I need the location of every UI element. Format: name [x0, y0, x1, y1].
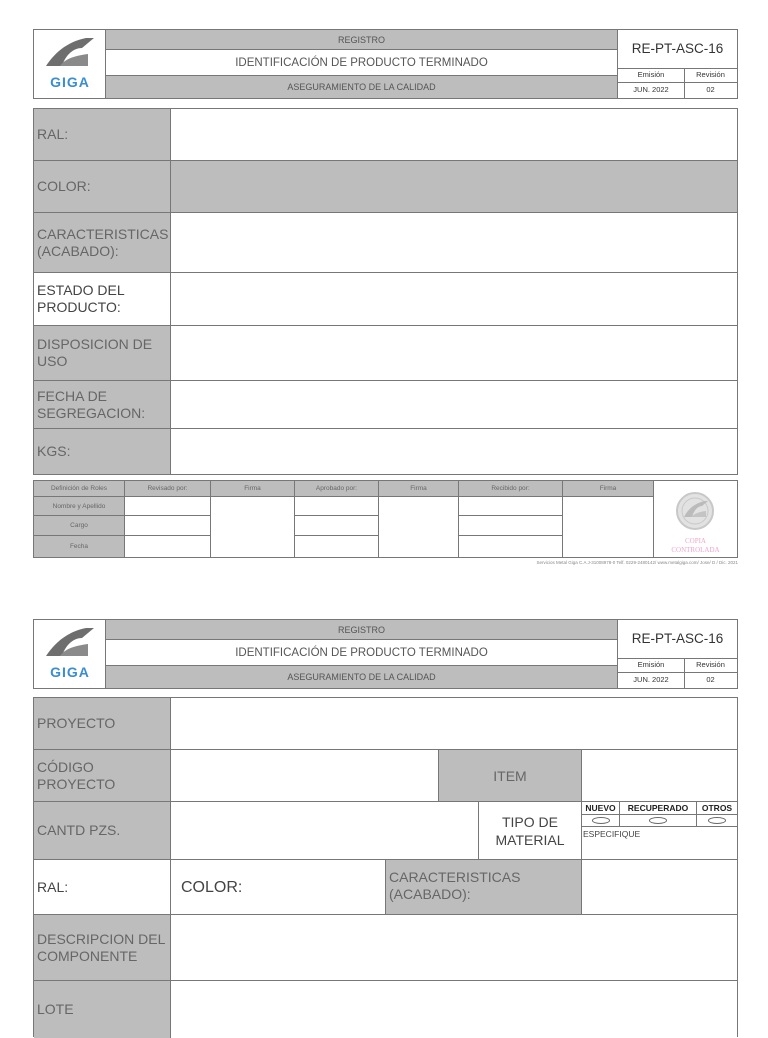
field-value-proyecto[interactable] — [171, 698, 737, 750]
emision-value: JUN. 2022 — [618, 672, 685, 688]
header-title: IDENTIFICACIÓN DE PRODUCTO TERMINADO — [106, 50, 617, 76]
roles-row-cargo: Cargo — [34, 516, 125, 536]
field-label-color[interactable]: COLOR: — [171, 860, 386, 915]
especifique-field[interactable] — [582, 827, 737, 860]
component-fields-table — [33, 697, 738, 1037]
emision-label: Emisión — [618, 68, 685, 83]
field-label-fecha-segregacion: FECHA DE SEGREGACION: — [34, 381, 171, 429]
recibido-firma-box[interactable] — [563, 497, 654, 557]
document-code-box — [617, 620, 737, 688]
copia-controlada-stamp — [654, 485, 737, 557]
field-label-kgs: KGS: — [34, 429, 171, 474]
field-label-codigo-proyecto: CÓDIGO PROYECTO — [34, 750, 171, 802]
option-label-otros: OTROS — [697, 802, 737, 815]
field-value-cantd-pzs[interactable] — [171, 802, 479, 860]
field-value-codigo-proyecto[interactable] — [171, 750, 439, 802]
roles-header-firma-2: Firma — [379, 481, 459, 497]
field-value-kgs[interactable] — [171, 429, 737, 474]
document-code-box — [617, 30, 737, 98]
roles-header-recibido: Recibido por: — [459, 481, 563, 497]
field-label-estado: ESTADO DEL PRODUCTO: — [34, 273, 171, 326]
stamp-line-2: CONTROLADA — [671, 546, 720, 554]
revisado-firma-box[interactable] — [211, 497, 295, 557]
header-title: IDENTIFICACIÓN DE PRODUCTO TERMINADO — [106, 640, 617, 666]
revision-label: Revisión — [684, 68, 737, 83]
revision-label: Revisión — [684, 658, 737, 673]
field-label-color: COLOR: — [34, 161, 171, 213]
giga-logo-icon — [44, 36, 96, 72]
field-label-ral: RAL: — [34, 109, 171, 161]
option-otros-radio[interactable] — [697, 815, 737, 827]
emision-value: JUN. 2022 — [618, 82, 685, 98]
header-department: ASEGURAMIENTO DE LA CALIDAD — [106, 666, 617, 688]
radio-oval-icon — [592, 817, 610, 824]
recibido-nombre-input[interactable] — [459, 497, 563, 516]
field-value-caracteristicas[interactable] — [582, 860, 737, 915]
giga-logo-icon — [44, 626, 96, 662]
emision-label: Emisión — [618, 658, 685, 673]
field-value-lote[interactable] — [171, 981, 737, 1038]
header-registro: REGISTRO — [106, 30, 617, 50]
field-value-fecha-segregacion[interactable] — [171, 381, 737, 429]
revision-value: 02 — [706, 85, 715, 94]
aprobado-nombre-input[interactable] — [295, 497, 379, 516]
option-label-nuevo: NUEVO — [582, 802, 620, 815]
footer-note: Servicios Metal Giga C.A J-31008978-0 Telf. 0229-2480142/ www.metalgiga.com/ Jose/ D / Dic. 2021 — [536, 560, 738, 565]
header-department: ASEGURAMIENTO DE LA CALIDAD — [106, 76, 617, 98]
document-code: RE-PT-ASC-16 — [618, 620, 737, 659]
field-value-estado[interactable] — [171, 273, 737, 326]
revision-value: 02 — [706, 675, 715, 684]
field-value-descripcion[interactable] — [171, 915, 737, 981]
header-registro: REGISTRO — [106, 620, 617, 640]
field-label-tipo-material: TIPO DE MATERIAL — [479, 802, 582, 860]
field-value-ral[interactable] — [171, 109, 737, 161]
option-nuevo-radio[interactable] — [582, 815, 620, 827]
recibido-fecha-input[interactable] — [459, 536, 563, 557]
especifique-label: ESPECIFIQUE — [583, 829, 641, 839]
roles-header-firma-3: Firma — [563, 481, 654, 497]
roles-header-definicion: Definición de Roles — [34, 481, 125, 497]
aprobado-firma-box[interactable] — [379, 497, 459, 557]
stamp-line-1: COPIA — [684, 537, 706, 545]
form-header — [33, 619, 738, 689]
recibido-cargo-input[interactable] — [459, 516, 563, 536]
stamp-seal-icon — [675, 491, 715, 531]
revisado-cargo-input[interactable] — [125, 516, 211, 536]
roles-header-revisado: Revisado por: — [125, 481, 211, 497]
form-1 — [33, 29, 738, 569]
form-header — [33, 29, 738, 99]
document-code: RE-PT-ASC-16 — [618, 30, 737, 69]
roles-row-fecha: Fecha — [34, 536, 125, 557]
roles-header-aprobado: Aprobado por: — [295, 481, 379, 497]
field-label-caracteristicas: CARACTERISTICAS (ACABADO): — [34, 213, 171, 273]
field-value-color[interactable] — [171, 161, 737, 213]
company-logo — [34, 620, 106, 688]
field-label-item: ITEM — [439, 750, 582, 802]
radio-oval-icon — [649, 817, 667, 824]
field-value-caracteristicas[interactable] — [171, 213, 737, 273]
option-label-recuperado: RECUPERADO — [620, 802, 697, 815]
product-fields-table — [33, 108, 738, 475]
field-label-cantd-pzs: CANTD PZS. — [34, 802, 171, 860]
revisado-fecha-input[interactable] — [125, 536, 211, 557]
logo-text: GIGA — [50, 664, 90, 680]
company-logo — [34, 30, 106, 98]
field-label-ral: RAL: — [34, 860, 171, 915]
field-label-caracteristicas: CARACTERISTICAS (ACABADO): — [386, 860, 582, 915]
option-recuperado-radio[interactable] — [620, 815, 697, 827]
field-label-disposicion: DISPOSICION DE USO — [34, 326, 171, 381]
revisado-nombre-input[interactable] — [125, 497, 211, 516]
radio-oval-icon — [708, 817, 726, 824]
field-value-item[interactable] — [582, 750, 737, 802]
roles-row-nombre: Nombre y Apellido — [34, 497, 125, 516]
roles-header-firma-1: Firma — [211, 481, 295, 497]
field-label-proyecto: PROYECTO — [34, 698, 171, 750]
aprobado-fecha-input[interactable] — [295, 536, 379, 557]
roles-table — [33, 480, 738, 558]
aprobado-cargo-input[interactable] — [295, 516, 379, 536]
field-label-descripcion: DESCRIPCION DEL COMPONENTE — [34, 915, 171, 981]
tipo-material-options — [582, 802, 737, 860]
field-value-disposicion[interactable] — [171, 326, 737, 381]
form-2 — [33, 619, 738, 1024]
field-label-lote: LOTE — [34, 981, 171, 1038]
logo-text: GIGA — [50, 74, 90, 90]
